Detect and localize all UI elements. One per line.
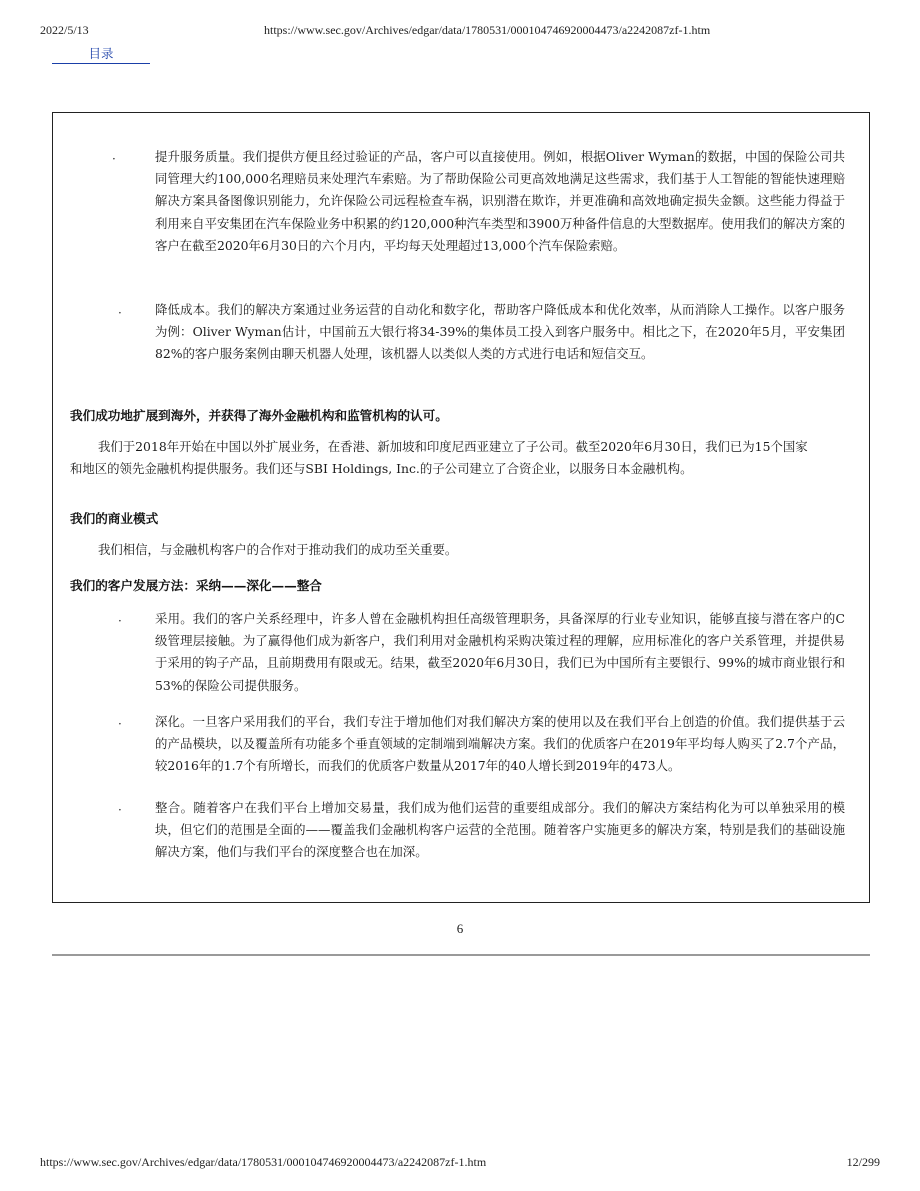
heading-customer-approach: 我们的客户发展方法：采纳——深化——整合 (70, 578, 322, 593)
bullet-marker: · (118, 614, 122, 628)
bullet-reduce-cost: 降低成本。我们的解决方案通过业务运营的自动化和数字化，帮助客户降低成本和优化效率，从而消除人工操作。以客户服务为例：Oliver Wyman估计，中国前五大银行将34-39%的集体员工投入到客户服务中。相比之下，在2020年5月，平安集团82%的客户服务案例由聊天机器人处理，该机器人以类似人类的方式进行电话和短信交互。 (155, 302, 845, 362)
page-number: 6 (456, 921, 464, 936)
bullet-marker: · (118, 803, 122, 817)
bullet-marker: · (118, 306, 122, 320)
paragraph-overseas (70, 436, 815, 480)
bullet-service-quality: 提升服务质量。我们提供方便且经过验证的产品，客户可以直接使用。例如，根据Oliver Wyman的数据，中国的保险公司共同管理大约100,000名理赔员来处理汽车索赔。为了帮助保险公司更高效地满足这些需求，我们基于人工智能的智能快速理赔解决方案具备图像识别能力，允许保险公司远程检查车祸，识别潜在欺诈，并更准确和高效地确定损失金额。这些能力得益于利用来自平安集团在汽车保险业务中积累的约120,000种汽车类型和3900万种备件信息的大型数据库。使用我们的解决方案的客户在截至2020年6月30日的六个月内，平均每天处理超过13,000个汽车保险索赔。 (155, 149, 845, 253)
heading-business-model: 我们的商业模式 (70, 511, 159, 526)
bullet-marker: · (118, 717, 122, 731)
print-page-count: 12/299 (846, 1155, 880, 1169)
page-divider (52, 954, 870, 956)
paragraph-business-model (70, 539, 830, 561)
print-url-footer: https://www.sec.gov/Archives/edgar/data/1780531/000104746920004473/a2242087zf-1.htm (40, 1155, 487, 1169)
paragraph-overseas-text: 我们于2018年开始在中国以外扩展业务，在香港、新加坡和印度尼西亚建立了子公司。截至2020年6月30日，我们已为15个国家和地区的领先金融机构提供服务。我们还与SBI Holdings, Inc.的子公司建立了合资企业，以服务日本金融机构。 (70, 439, 808, 477)
bullet-marker: · (112, 152, 116, 166)
bullet-adopt: 采用。我们的客户关系经理中，许多人曾在金融机构担任高级管理职务，具备深厚的行业专业知识，能够直接与潜在客户的C级管理层接触。为了赢得他们成为新客户，我们利用对金融机构采购决策过程的理解，应用标准化的客户关系管理，并提供易于采用的钩子产品，且前期费用有限或无。结果，截至2020年6月30日，我们已为中国所有主要银行、99%的城市商业银行和53%的保险公司提供服务。 (155, 611, 845, 693)
toc-link[interactable]: 目录 (52, 44, 150, 64)
bullet-integrate: 整合。随着客户在我们平台上增加交易量，我们成为他们运营的重要组成部分。我们的解决方案结构化为可以单独采用的模块，但它们的范围是全面的——覆盖我们金融机构客户运营的全范围。随着客户实施更多的解决方案，特别是我们的基础设施解决方案，他们与我们平台的深度整合也在加深。 (155, 800, 845, 860)
heading-overseas: 我们成功地扩展到海外，并获得了海外金融机构和监管机构的认可。 (70, 408, 448, 423)
paragraph-business-model-text: 我们相信，与金融机构客户的合作对于推动我们的成功至关重要。 (98, 542, 458, 557)
bullet-deepen: 深化。一旦客户采用我们的平台，我们专注于增加他们对我们解决方案的使用以及在我们平台上创造的价值。我们提供基于云的产品模块，以及覆盖所有功能多个垂直领域的定制端到端解决方案。我们的优质客户在2019年平均每人购买了2.7个产品，较2016年的1.7个有所增长，而我们的优质客户数量从2017年的40人增长到2019年的473人。 (155, 714, 845, 774)
print-date: 2022/5/13 (40, 23, 89, 37)
print-url-header: https://www.sec.gov/Archives/edgar/data/1780531/000104746920004473/a2242087zf-1.htm (264, 23, 711, 37)
